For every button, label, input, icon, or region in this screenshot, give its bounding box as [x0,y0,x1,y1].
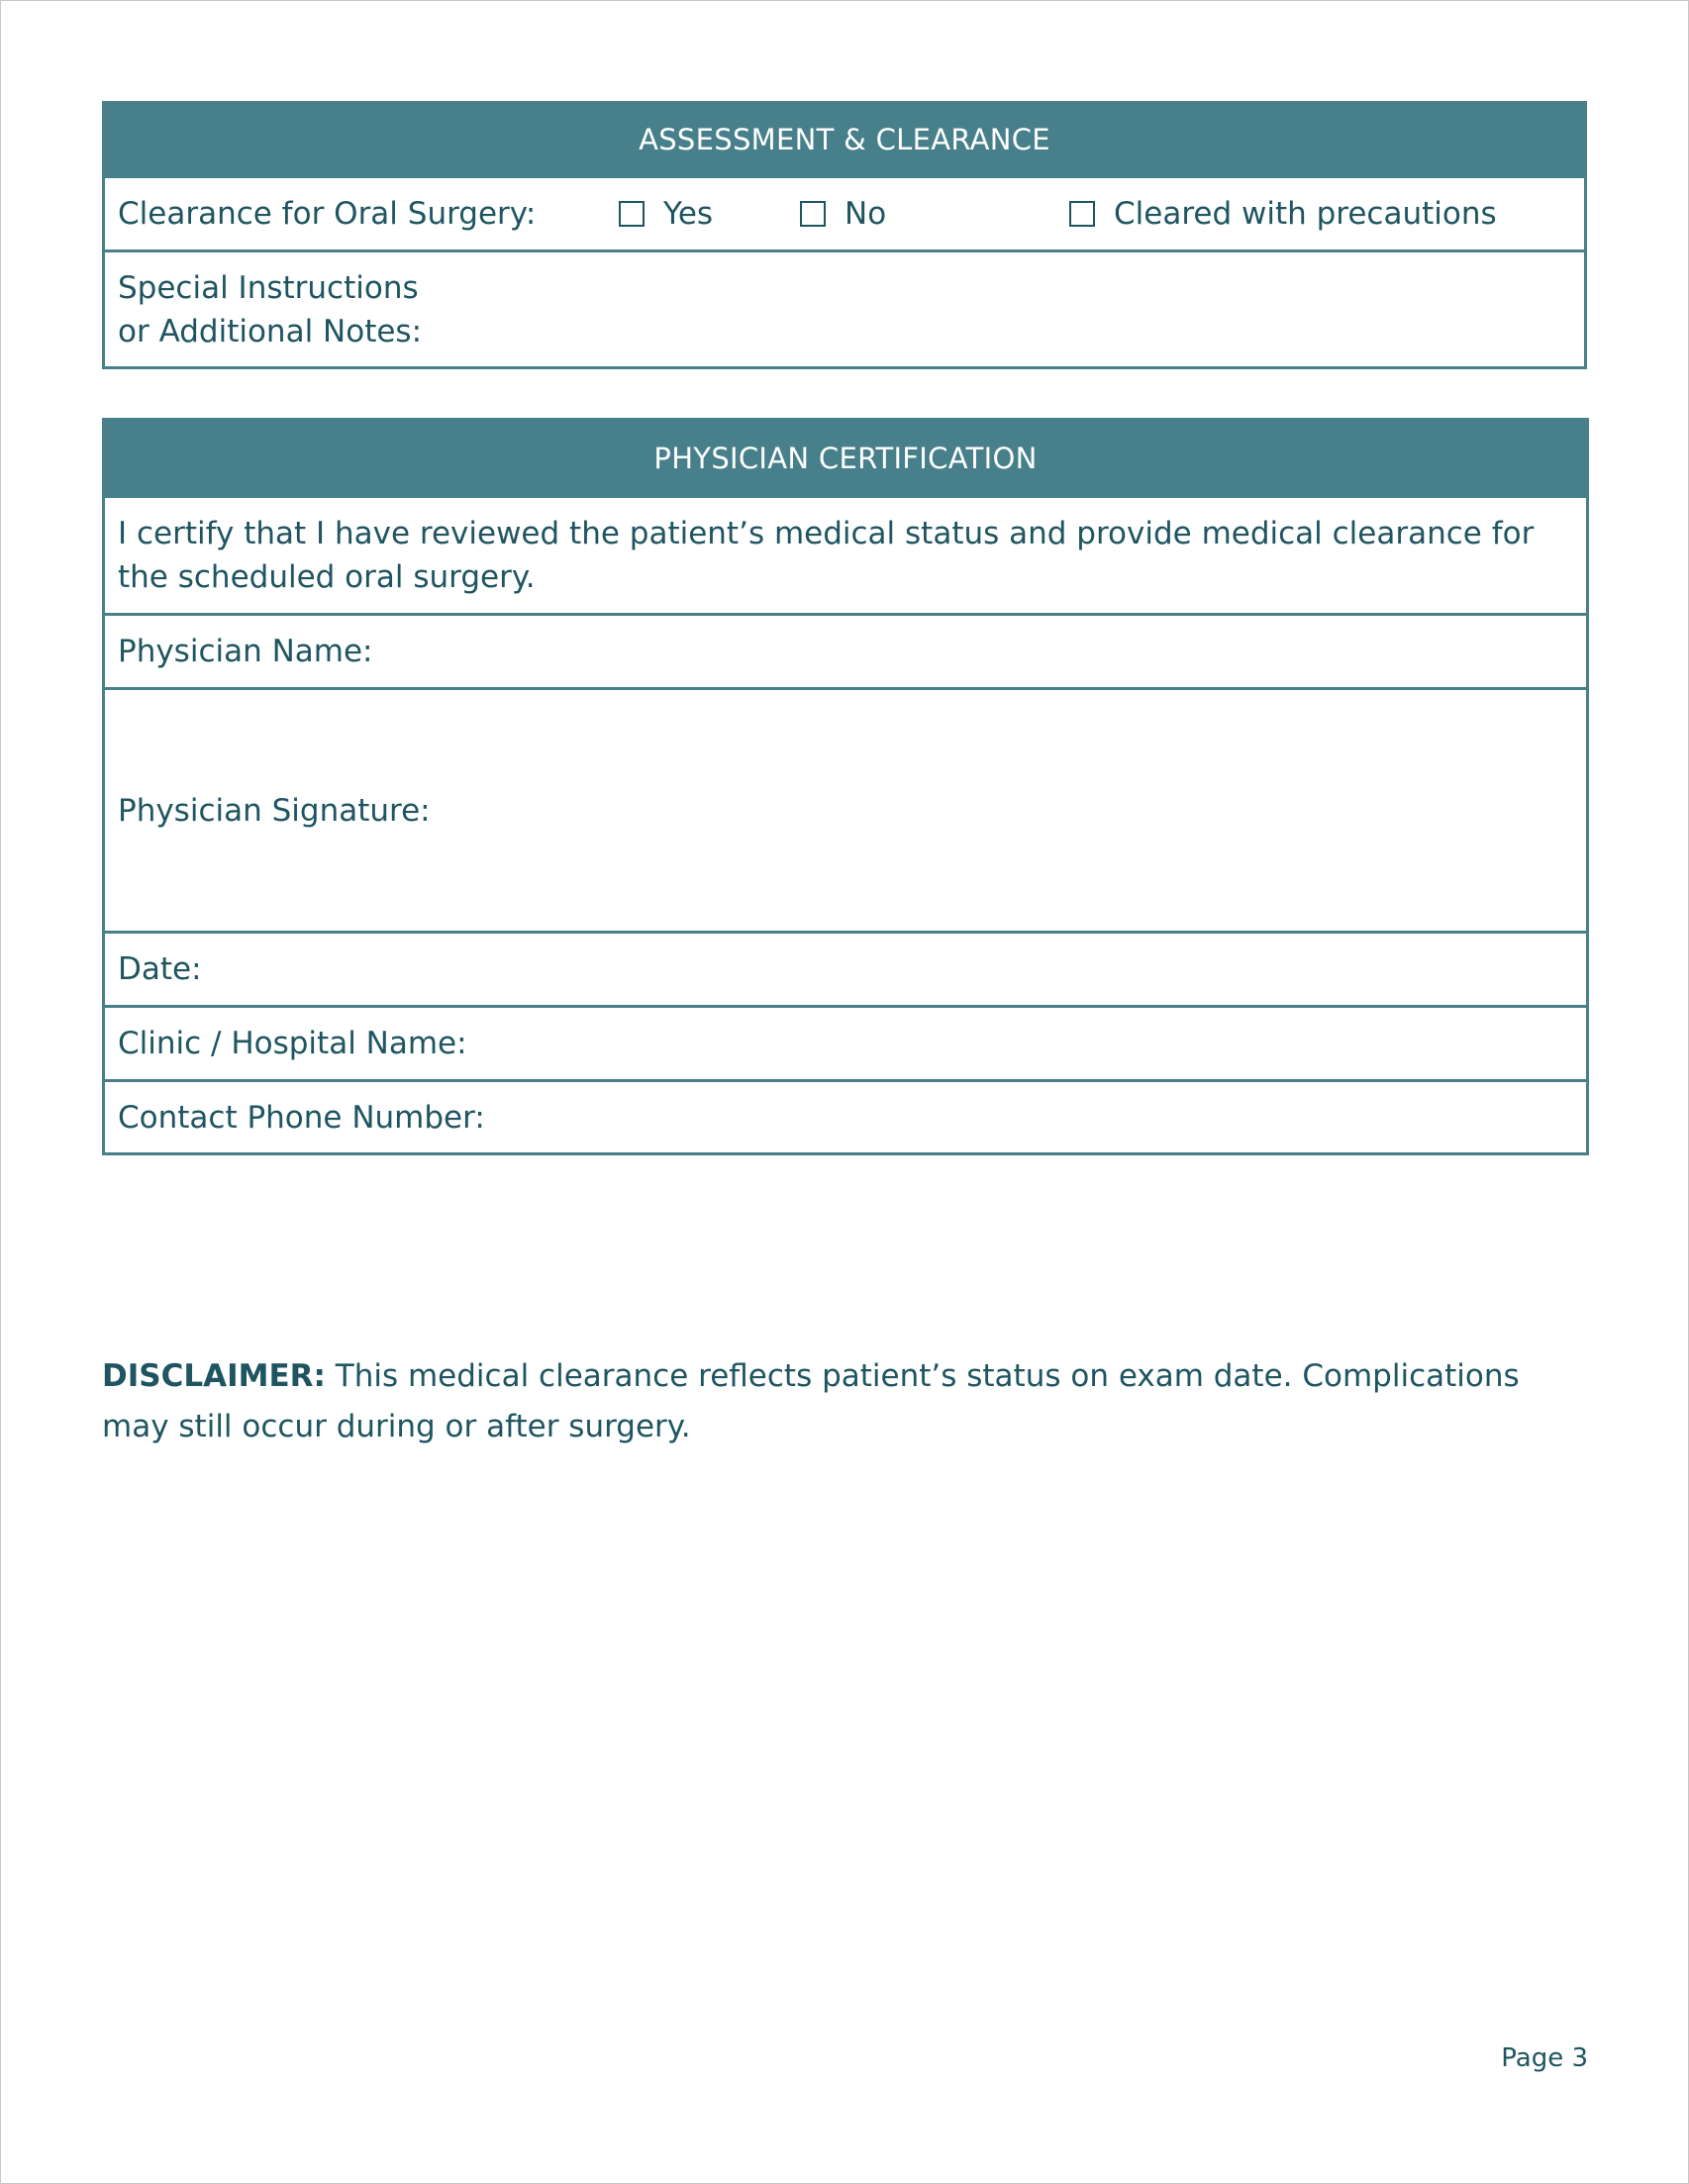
clearance-yes-option[interactable] [619,178,713,249]
date-label: Date: [118,951,202,987]
precautions-label: Cleared with precautions [1114,196,1497,232]
disclaimer-text: This medical clearance reflects patient’s status on exam date. Complications may still occur during or after surgery. [102,1358,1520,1444]
yes-checkbox[interactable] [619,201,645,227]
disclaimer-heading: DISCLAIMER: [102,1358,326,1394]
certification-statement-row [105,495,1586,613]
disclaimer [102,1351,1587,1452]
certification-header: PHYSICIAN CERTIFICATION [105,421,1586,495]
yes-label: Yes [663,196,714,232]
no-label: No [844,196,887,232]
physician-signature-label: Physician Signature: [118,792,431,829]
assessment-header: ASSESSMENT & CLEARANCE [105,104,1584,175]
contact-phone-field[interactable] [105,1079,1586,1152]
assessment-clearance-table [102,101,1587,369]
page-number: Page 3 [1501,2043,1588,2073]
clinic-label: Clinic / Hospital Name: [118,1026,467,1061]
no-checkbox[interactable] [800,201,826,227]
physician-name-label: Physician Name: [118,634,373,669]
notes-label-line-1: Special Instructions [118,269,419,306]
precautions-checkbox[interactable] [1069,201,1095,227]
phone-label: Contact Phone Number: [118,1099,485,1136]
notes-label-line-2: or Additional Notes: [118,313,423,349]
physician-certification-table [102,418,1589,1155]
physician-signature-field[interactable] [105,687,1586,931]
certification-statement: I certify that I have reviewed the patient’s medical status and provide medical clearance for the scheduled oral surgery. [118,516,1535,595]
clearance-precautions-option[interactable] [1069,178,1497,249]
clearance-row [105,175,1584,249]
physician-name-field[interactable] [105,613,1586,687]
notes-field[interactable] [105,249,1584,366]
clearance-label: Clearance for Oral Surgery: [118,196,537,232]
notes-label [118,266,422,353]
clinic-name-field[interactable] [105,1005,1586,1079]
date-field[interactable] [105,931,1586,1005]
clearance-no-option[interactable] [800,178,886,249]
